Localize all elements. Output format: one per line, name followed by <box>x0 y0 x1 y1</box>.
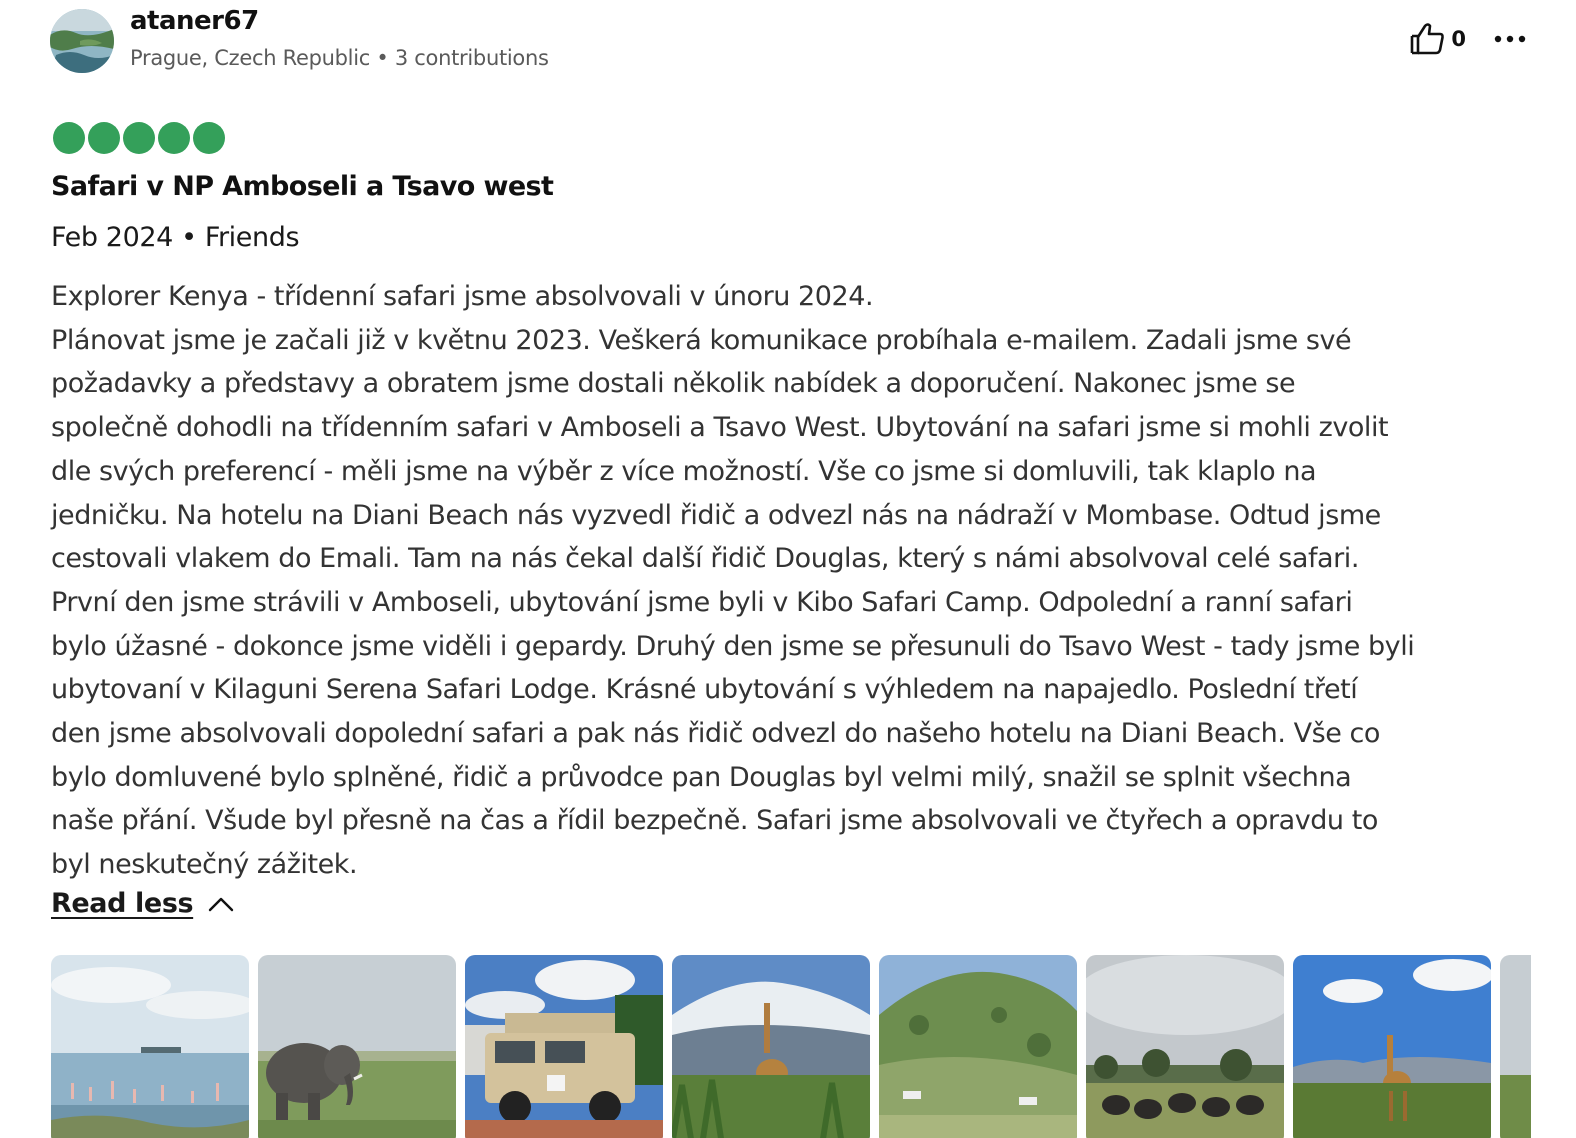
review-body <box>51 275 1541 887</box>
photo-lake-flamingos[interactable] <box>51 955 249 1138</box>
date-separator: • <box>181 222 197 253</box>
chevron-up-icon <box>207 895 235 913</box>
rating-bubble <box>193 122 225 154</box>
photo-kilimanjaro-giraffe[interactable] <box>672 955 870 1138</box>
avatar[interactable] <box>50 9 114 73</box>
rating-bubble <box>53 122 85 154</box>
review-body-line: byl neskutečný zážitek. <box>51 849 358 881</box>
review-body-line: bylo úžasné - dokonce jsme viděli i gepardy. Druhý den jsme se přesunuli do Tsavo West - tady jsme byli <box>51 630 1415 662</box>
review-date-line <box>51 222 299 253</box>
reviewer-username[interactable]: ataner67 <box>130 6 259 36</box>
review-body-line: První den jsme strávili v Amboseli, ubytování jsme byli v Kibo Safari Camp. Odpolední a ranní safari <box>51 586 1353 618</box>
reviewer-meta <box>130 46 549 70</box>
review-actions <box>1409 22 1526 56</box>
thumbs-up-icon <box>1409 22 1445 56</box>
meta-separator: • <box>376 46 389 70</box>
review-body-line: naše přání. Všude byl přesně na čas a řídil bezpečně. Safari jsme absolvovali ve čtyřech a opravdu to <box>51 805 1378 837</box>
review-body-line: Explorer Kenya - třídenní safari jsme absolvovali v únoru 2024. <box>51 281 874 312</box>
read-less-button[interactable] <box>51 888 235 919</box>
photo-elephant[interactable] <box>258 955 456 1138</box>
avatar-image <box>50 9 114 73</box>
review-body-line: Plánovat jsme je začali již v květnu 2023. Veškerá komunikace probíhala e-mailem. Zadali jsme své <box>51 324 1352 356</box>
review-body-line: den jsme absolvovali dopolední safari a pak nás řidič odvezl do našeho hotelu na Diani Beach. Vše co <box>51 718 1380 750</box>
photo-strip <box>51 955 1531 1138</box>
reviewer-contributions: 3 contributions <box>394 46 549 70</box>
review-body-line: ubytovaní v Kilaguni Serena Safari Lodge. Krásné ubytování s výhledem na napajedlo. Poslední třetí <box>51 674 1358 706</box>
photo-buffalo-herd[interactable] <box>1086 955 1284 1138</box>
trip-type: Friends <box>204 222 300 253</box>
review-title[interactable]: Safari v NP Amboseli a Tsavo west <box>51 171 554 202</box>
photo-partial[interactable] <box>1500 955 1531 1138</box>
rating-bubble <box>158 122 190 154</box>
photo-safari-jeep[interactable] <box>465 955 663 1138</box>
rating-bubble <box>88 122 120 154</box>
more-options-button[interactable] <box>1494 34 1526 44</box>
review-body-line: požadavky a představy a obratem jsme dostali několik nabídek a doporučení. Nakonec jsme se <box>51 368 1296 400</box>
reviewer-location: Prague, Czech Republic <box>130 46 370 70</box>
rating-bubbles <box>53 122 225 154</box>
photo-green-hill-zebras[interactable] <box>879 955 1077 1138</box>
review-body-line: bylo domluvené bylo splněné, řidič a průvodce pan Douglas byl velmi milý, snažil se splnit všechna <box>51 761 1352 793</box>
review-body-line: cestovali vlakem do Emali. Tam na nás čekal další řidič Douglas, který s námi absolvoval celé safari. <box>51 543 1359 575</box>
more-horizontal-icon <box>1494 34 1526 44</box>
review-body-line: společně dohodli na třídenním safari v Amboseli a Tsavo West. Ubytování na safari jsme si mohli zvolit <box>51 412 1389 444</box>
review-date: Feb 2024 <box>51 222 173 253</box>
helpful-vote-button[interactable] <box>1409 22 1466 56</box>
rating-bubble <box>123 122 155 154</box>
read-less-label: Read less <box>51 888 194 919</box>
helpful-count: 0 <box>1451 27 1466 51</box>
review-body-line: jedničku. Na hotelu na Diani Beach nás vyzvedl řidič a odvezl nás na nádraží v Mombase. Odtud jsme <box>51 499 1381 531</box>
review-body-line: dle svých preferencí - měli jsme na výběr z více možností. Vše co jsme si domluvili, tak klaplo na <box>51 455 1317 487</box>
photo-giraffe-blue-sky[interactable] <box>1293 955 1491 1138</box>
